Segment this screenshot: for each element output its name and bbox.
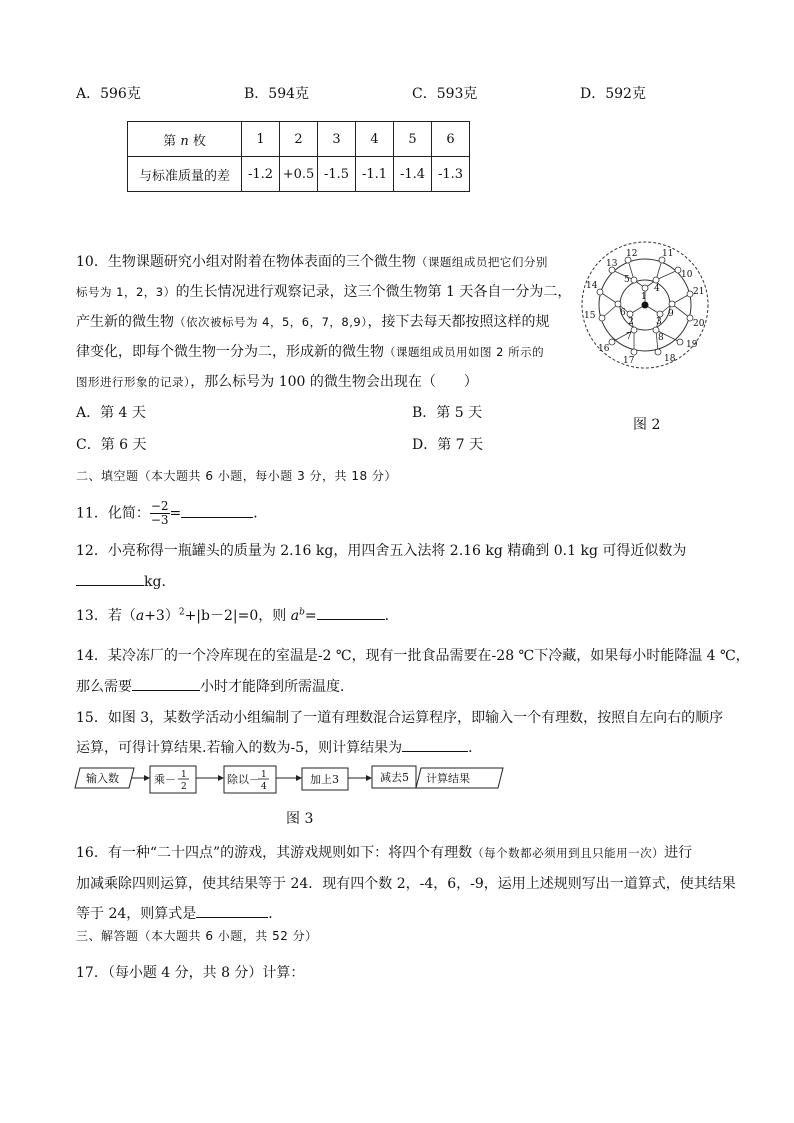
label-18: 18	[664, 354, 676, 364]
table-row-label: 与标准质量的差	[128, 157, 242, 192]
label-13: 13	[606, 259, 618, 269]
label-9: 9	[668, 309, 674, 319]
label-17: 17	[623, 356, 635, 366]
q11-answer-blank[interactable]	[181, 505, 253, 518]
table-col-6: 6	[432, 122, 470, 157]
question-16-line-3: 等于 24，则算式是 ．	[76, 906, 283, 922]
q10-option-c[interactable]: C．第 6 天	[76, 437, 147, 453]
flow-op2-num: 1	[261, 770, 267, 780]
flow-op2-den: 4	[261, 782, 267, 792]
flowchart-figure-3	[74, 764, 504, 798]
label-20: 20	[693, 319, 705, 329]
q16-answer-blank[interactable]	[196, 905, 268, 918]
label-19: 19	[686, 340, 698, 350]
q14-answer-blank[interactable]	[132, 678, 200, 691]
table-value-1: -1.2	[242, 157, 280, 192]
question-12-line-2: kg．	[76, 571, 175, 591]
label-14: 14	[586, 281, 598, 291]
label-8: 8	[658, 333, 664, 343]
q10-option-b[interactable]: B．第 5 天	[412, 405, 483, 421]
q10-option-a[interactable]: A．第 4 天	[76, 405, 146, 421]
flow-op2-label: 除以－	[227, 773, 260, 786]
question-13: 13．若$(a+3)^2+|b-2|=0$，则 $a^b=$ ．	[76, 607, 399, 624]
q9-option-a[interactable]: A．596克	[76, 86, 141, 102]
label-21: 21	[693, 287, 705, 297]
q9-option-c[interactable]: C．593克	[412, 86, 478, 102]
q9-option-d[interactable]: D．592克	[580, 86, 646, 102]
label-3: 3	[656, 317, 662, 327]
q10-line-4: 律变化，即每个微生物一分为二，形成新的微生物（课题组成员用如图 2 所示的	[76, 344, 545, 360]
table-row	[128, 122, 470, 157]
question-17: 17．（每小题 4 分，共 8 分）计算：	[76, 965, 305, 981]
table-col-2: 2	[280, 122, 318, 157]
flow-op4-label: 减去5	[380, 771, 409, 784]
question-16-line-1: 16．有一种“二十四点”的游戏，其游戏规则如下：将四个有理数（每个数都必须用到且只能用一次）进行	[76, 845, 693, 861]
section-2-heading: 二、填空题（本大题共 6 小题，每小题 3 分，共 18 分）	[76, 469, 397, 483]
table-value-4: -1.1	[356, 157, 394, 192]
table-value-5: -1.4	[394, 157, 432, 192]
label-15: 15	[584, 311, 596, 321]
flow-op1-den: 2	[181, 782, 187, 792]
label-2: 2	[628, 317, 634, 327]
table-header-cell: 第 n 枚	[128, 122, 242, 157]
table-col-3: 3	[318, 122, 356, 157]
q9-option-b[interactable]: B．594克	[244, 86, 310, 102]
figure-2-caption: 图 2	[633, 417, 661, 433]
mass-difference-table	[127, 121, 470, 192]
label-16: 16	[598, 344, 610, 354]
q10-option-d[interactable]: D．第 7 天	[412, 437, 484, 453]
question-15-line-1: 15．如图 3，某数学活动小组编制了一道有理数混合运算程序，即输入一个有理数，按照自左向右的顺序	[76, 710, 724, 726]
q13-answer-blank[interactable]	[317, 607, 385, 620]
label-10: 10	[681, 270, 693, 280]
center-dot	[642, 302, 649, 309]
question-14-line-1: 14．某冷冻厂的一个冷库现在的室温是-2 ℃，现有一批食品需要在-28 ℃下冷藏，如果每小时能降温 4 ℃，	[76, 648, 750, 664]
table-col-5: 5	[394, 122, 432, 157]
section-3-heading: 三、解答题（本大题共 6 小题，共 52 分）	[76, 929, 318, 943]
label-12: 12	[626, 249, 638, 259]
question-14-line-2: 那么需要 小时才能降到所需温度．	[76, 679, 354, 695]
q15-answer-blank[interactable]	[402, 739, 468, 752]
table-value-2: +0.5	[280, 157, 318, 192]
figure-3-caption: 图 3	[286, 811, 314, 827]
label-11: 11	[662, 249, 674, 259]
q10-line-1: 10．生物课题研究小组对附着在物体表面的三个微生物（课题组成员把它们分别	[76, 254, 548, 270]
table-col-4: 4	[356, 122, 394, 157]
flow-op3-label: 加上3	[310, 773, 339, 786]
label-7: 7	[626, 332, 632, 342]
table-row	[128, 157, 470, 192]
question-11: 11．化简： $\frac{-2}{-3}$ = ．	[76, 499, 268, 527]
q12-answer-blank[interactable]	[76, 573, 144, 586]
microbe-figure	[578, 238, 712, 372]
table-col-1: 1	[242, 122, 280, 157]
q10-line-3: 产生新的微生物（依次被标号为 4，5，6，7，8,9），接下去每天都按照这样的规	[76, 314, 550, 330]
flow-input-label: 输入数	[86, 772, 119, 785]
flow-output-label: 计算结果	[426, 772, 470, 785]
label-6: 6	[620, 308, 626, 318]
flow-op1-label: 乘－	[154, 773, 176, 786]
question-16-line-2: 加减乘除四则运算，使其结果等于 24．现有四个数 2，-4，6，-9，运用上述规则写出一道算式，使其结果	[76, 876, 736, 892]
label-5: 5	[624, 275, 630, 285]
table-value-6: -1.3	[432, 157, 470, 192]
table-value-3: -1.5	[318, 157, 356, 192]
flow-op1-num: 1	[181, 770, 187, 780]
label-4: 4	[654, 284, 660, 294]
q10-line-5: 图形进行形象的记录），那么标号为 100 的微生物会出现在（ ）	[76, 374, 478, 390]
label-1: 1	[641, 292, 647, 302]
q11-fraction: $\frac{-2}{-3}$	[150, 499, 169, 527]
question-12-line-1: 12．小亮称得一瓶罐头的质量为 2.16 kg，用四舍五入法将 2.16 kg 精确到 0.1 kg 可得近似数为	[76, 543, 687, 559]
q10-line-2: 标号为 1，2，3）的生长情况进行观察记录，这三个微生物第 1 天各自一分为二，	[76, 284, 572, 300]
question-15-line-2: 运算，可得计算结果.若输入的数为-5，则计算结果为 ．	[76, 740, 483, 756]
